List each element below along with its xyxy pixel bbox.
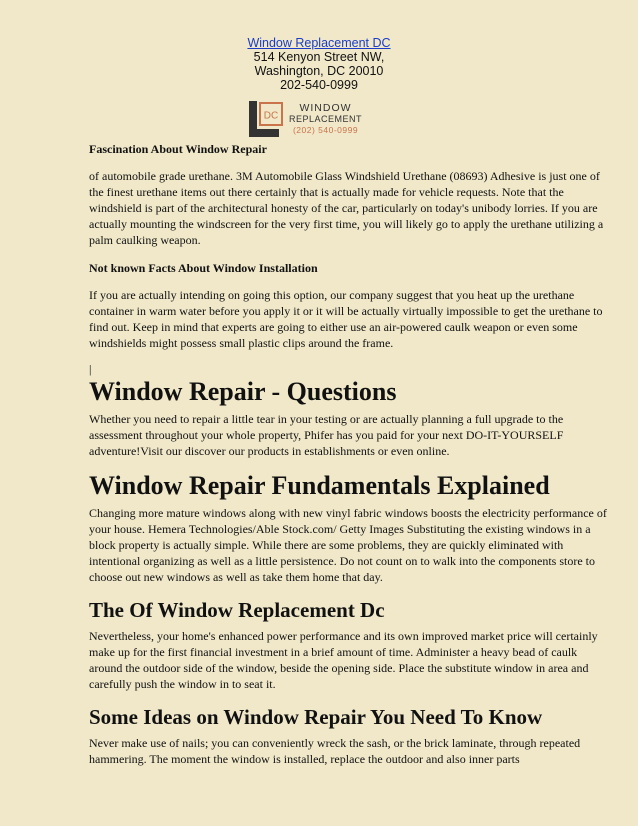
heading-ideas-window-repair: Some Ideas on Window Repair You Need To Know — [89, 705, 543, 729]
logo-line-1: WINDOW — [299, 101, 352, 114]
heading-window-repair-fundamentals: Window Repair Fundamentals Explained — [89, 471, 550, 500]
website-link[interactable]: Window Replacement DC — [247, 36, 391, 50]
heading-window-repair-questions: Window Repair - Questions — [89, 377, 397, 406]
heading-window-replacement-dc: The Of Window Replacement Dc — [89, 598, 385, 622]
paragraph: Changing more mature windows along with new vinyl fabric windows boosts the electricity performance of your house. Hemera Technologies/Able Stock.com/ Getty Images Substituting the existing windows in a block property is actually simple. While there are some problems, they are quickly eliminated with intentional organizing as well as a little persistence. Do not count on to walk into the components store to choose out new windows as well as take them home that day. — [89, 506, 607, 584]
paragraph: Whether you need to repair a little tear in your testing or are actually planning a full upgrade to the assessment throughout your whole property, Phifer has you paid for your next DO-IT-YOURSELF adventure!Visit our discover our products in establishments or even online. — [89, 412, 564, 458]
logo-line-2: REPLACEMENT — [289, 113, 363, 124]
company-logo — [248, 100, 390, 138]
header-contact — [0, 36, 638, 138]
section-heading: Fascination About Window Repair — [89, 142, 267, 156]
logo-mark-icon — [248, 100, 284, 138]
logo-line-3: (202) 540-0999 — [292, 124, 359, 135]
article-body — [89, 141, 609, 779]
section-heading: Not known Facts About Window Installation — [89, 261, 318, 275]
paragraph: Nevertheless, your home's enhanced power performance and its own improved market price will certainly make up for the first financial investment in a brief amount of time. Administer a heavy bead of caulk around the outdoor side of the window, beside the opening side. Place the substitute window in area and carefully push the window in to seat it. — [89, 629, 598, 691]
logo-badge: DC — [263, 110, 279, 122]
paragraph: of automobile grade urethane. 3M Automobile Glass Windshield Urethane (08693) Adhesive is just one of the finest urethane items out there certainly that is actually made for vehicle requests. Note that the windshield is part of the architectural honesty of the car, particularly on today's unibody lorries. If you are actually mounting the windscreen for the very first time, you will likely go to apply the urethane utilizing a palm caulking weapon. — [89, 169, 604, 247]
address-line-2: Washington, DC 20010 — [254, 64, 384, 78]
paragraph: If you are actually intending on going this option, our company suggest that you heat up the urethane container in warm water before you apply it or it will be actually virtually impossible to get the urethane to find out. Keep in mind that experts are going to either use an air-powered caulk weapon or even some windshields might possess small plastic clips around the frame. — [89, 288, 603, 350]
paragraph: Never make use of nails; you can conveniently wreck the sash, or the brick laminate, through repeated hammering. The moment the window is installed, replace the outdoor and also inner parts — [89, 736, 581, 766]
phone-number: 202-540-0999 — [280, 78, 358, 92]
separator-bar: | — [89, 362, 92, 376]
address-line-1: 514 Kenyon Street NW, — [253, 50, 385, 64]
